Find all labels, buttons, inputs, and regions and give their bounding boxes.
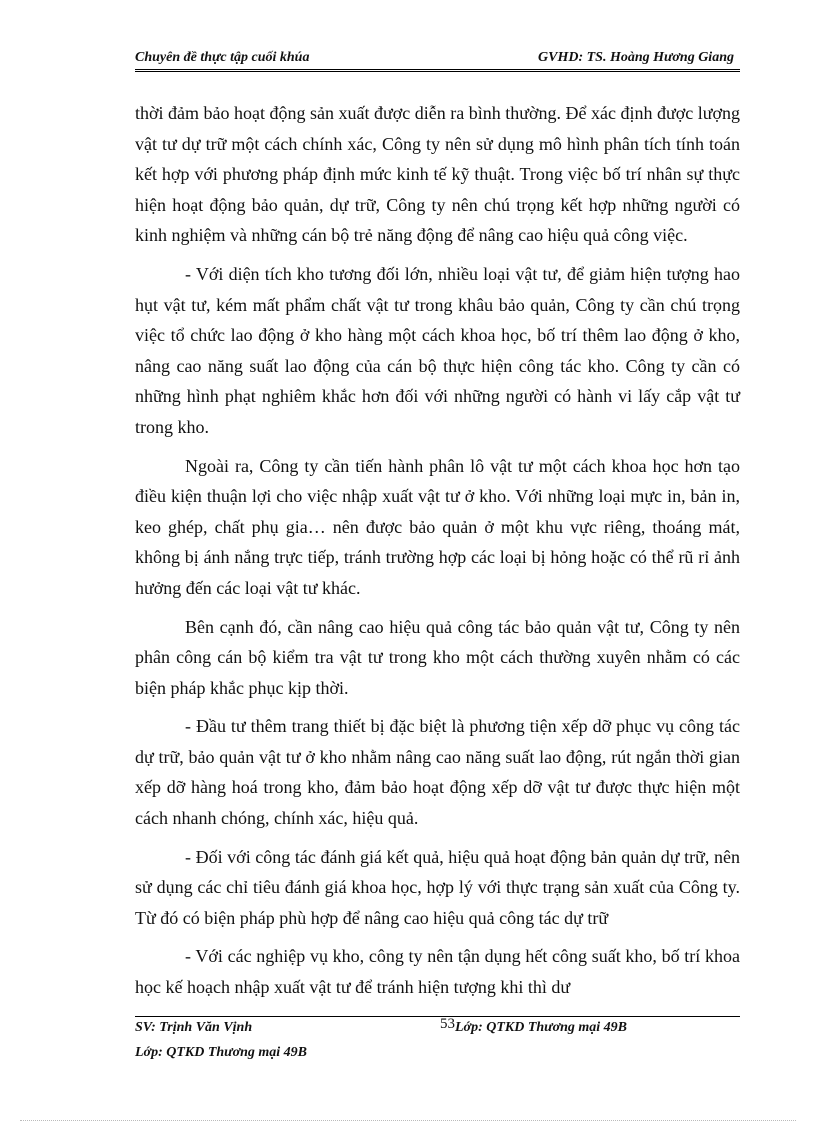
document-body bbox=[135, 98, 740, 1003]
paragraph-2: - Với diện tích kho tương đối lớn, nhiều loại vật tư, để giảm hiện tượng hao hụt vật tư, kém mất phẩm chất vật tư trong khâu bảo quản, Công ty cần chú trọng việc tổ chức lao động ở kho hàng một cách khoa học, bố trí thêm lao động ở kho, nâng cao năng suất lao động của cán bộ thực hiện công tác kho. Công ty cần có những hình phạt nghiêm khắc hơn đối với những người có hành vi lấy cắp vật tư trong kho. bbox=[135, 263, 740, 437]
paragraph-3: Ngoài ra, Công ty cần tiến hành phân lô vật tư một cách khoa học hơn tạo điều kiện thuận lợi cho việc nhập xuất vật tư ở kho. Với những loại mực in, bản in, keo ghép, chất phụ gia… nên được bảo quản ở một khu vực riêng, thoáng mát, không bị ánh nắng trực tiếp, tránh trường hợp các loại bị hỏng hoặc có thể rũ rỉ ảnh hưởng đến các loại vật tư khác. bbox=[135, 455, 740, 598]
footer-divider bbox=[135, 1016, 740, 1017]
paragraph-6: - Đối với công tác đánh giá kết quả, hiệu quả hoạt động bản quản dự trữ, nên sử dụng các chỉ tiêu đánh giá khoa học, hợp lý với thực trạng sản xuất của Công ty. Từ đó có biện pháp phù hợp để nâng cao hiệu quả công tác dự trữ bbox=[135, 846, 740, 928]
header-title: Chuyên đề thực tập cuối khúa bbox=[135, 50, 310, 65]
paragraph-5: - Đầu tư thêm trang thiết bị đặc biệt là phương tiện xếp dỡ phục vụ công tác dự trữ, bảo quản vật tư ở kho nhằm nâng cao năng suất lao động, rút ngắn thời gian xếp dỡ hàng hoá trong kho, đảm bảo hoạt động xếp dỡ vật tư được thực hiện một cách nhanh chóng, chính xác, hiệu quả. bbox=[135, 716, 740, 829]
paragraph-1: thời đảm bảo hoạt động sản xuất được diễn ra bình thường. Để xác định được lượng vật tư dự trữ một cách chính xác, Công ty nên sử dụng mô hình phân tích tính toán kết hợp với phương pháp định mức kinh tế kỹ thuật. Trong việc bố trí nhân sự thực hiện hoạt động bảo quản, dự trữ, Công ty nên chú trọng kết hợp những người có kinh nghiệm và những cán bộ trẻ năng động để nâng cao hiệu quả công việc. bbox=[135, 103, 740, 246]
page-header bbox=[135, 50, 740, 70]
footer-class-left: Lớp: QTKD Thương mại 49B bbox=[135, 1045, 307, 1060]
paragraph-7: - Với các nghiệp vụ kho, công ty nên tận dụng hết công suất kho, bố trí khoa học kế hoạch nhập xuất vật tư để tránh hiện tượng khi thì dư bbox=[135, 946, 740, 998]
footer-student: SV: Trịnh Văn Vịnh bbox=[135, 1020, 253, 1035]
header-divider bbox=[135, 69, 740, 72]
header-supervisor: GVHD: TS. Hoàng Hương Giang bbox=[538, 50, 734, 65]
paragraph-4: Bên cạnh đó, cần nâng cao hiệu quả công tác bảo quản vật tư, Công ty nên phân công cán bộ kiểm tra vật tư trong kho một cách thường xuyên nhằm có các biện pháp khắc phục kịp thời. bbox=[135, 616, 740, 698]
page-number: 53 bbox=[440, 1016, 455, 1032]
page-footer bbox=[135, 1016, 740, 1080]
footer-class-right: Lớp: QTKD Thương mại 49B bbox=[455, 1020, 627, 1035]
page-edge bbox=[20, 1120, 796, 1121]
